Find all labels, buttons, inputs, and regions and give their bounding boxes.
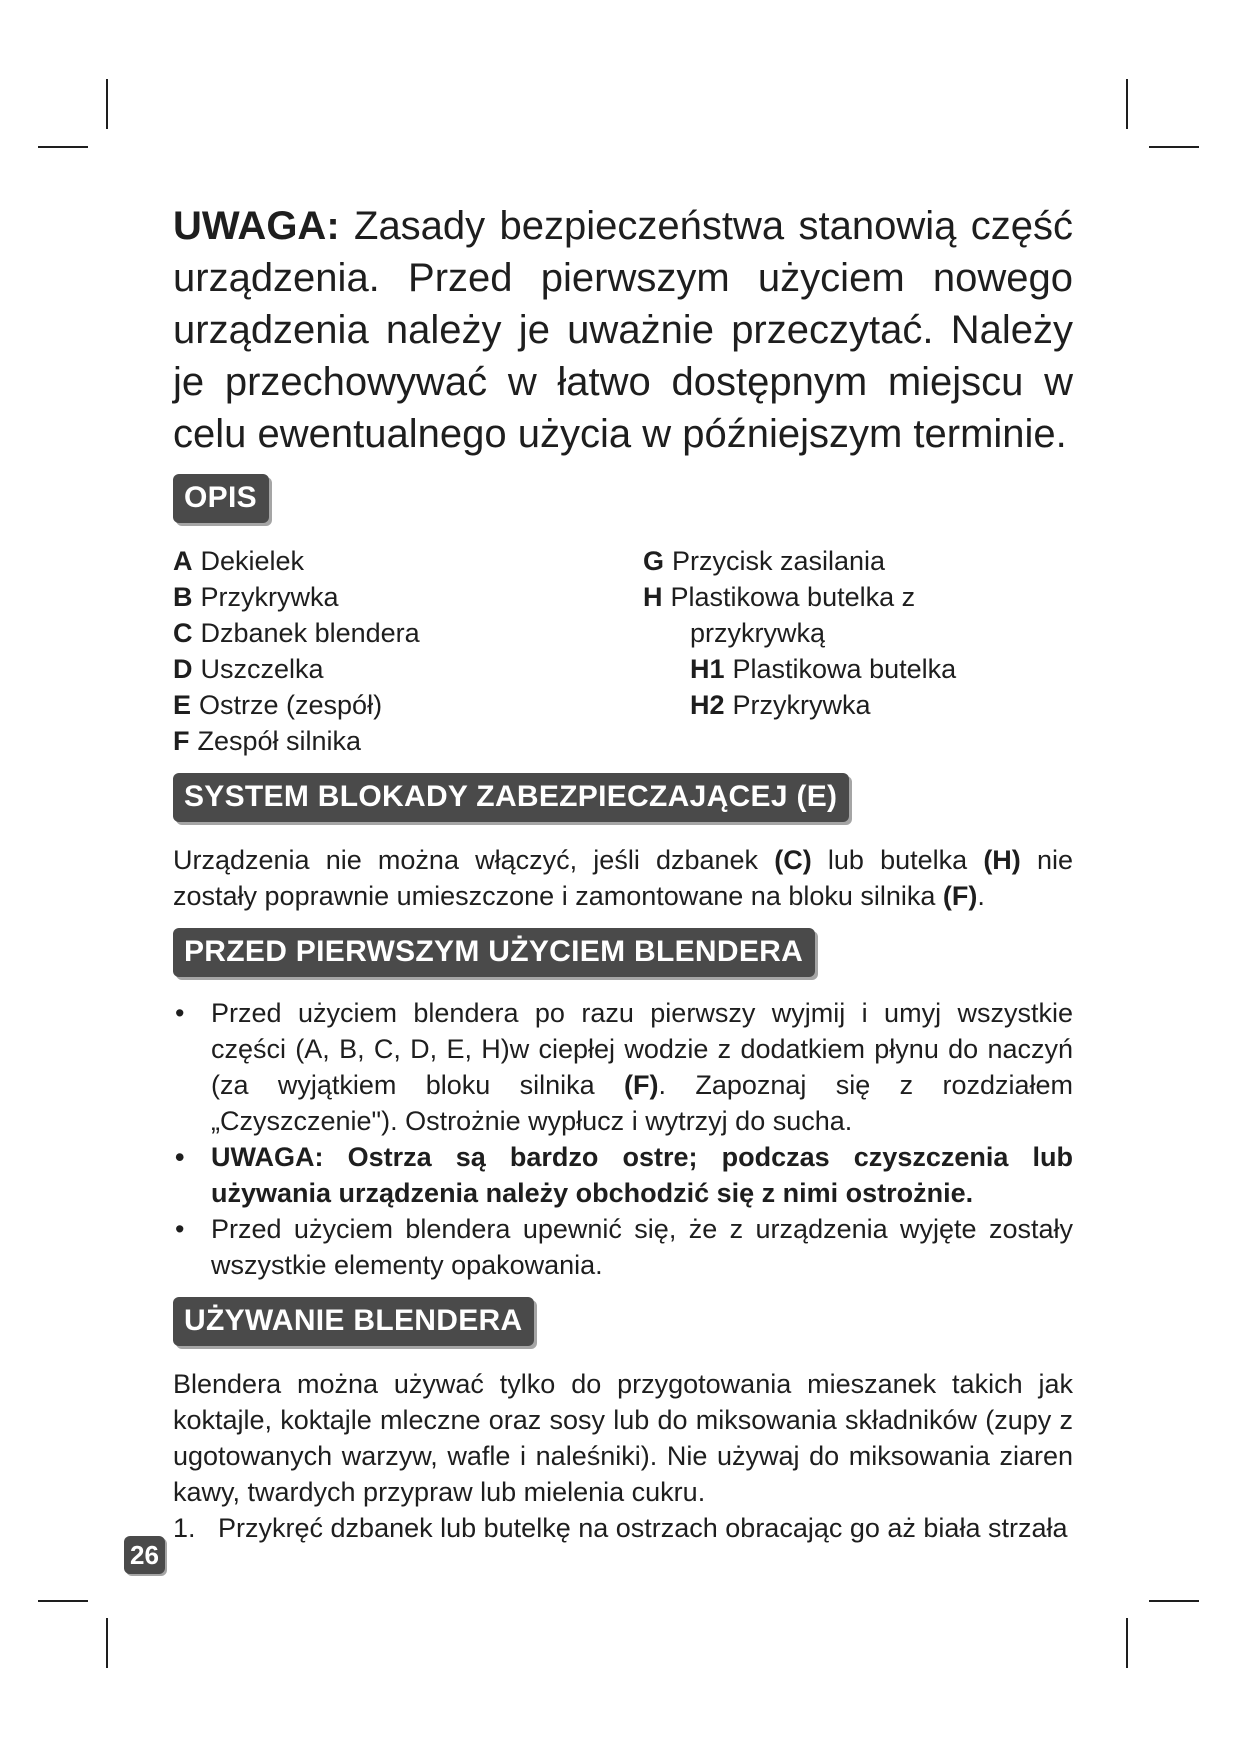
- part-item: A Dekielek: [173, 546, 305, 576]
- part-item: B Przykrywka: [173, 582, 339, 612]
- before-first-use-list: [173, 995, 1073, 1283]
- section-heading-safety-lock: SYSTEM BLOKADY ZABEZPIECZAJĄCEJ (E): [173, 773, 849, 822]
- warning-label: UWAGA:: [173, 204, 340, 248]
- section-heading-before-first-use: PRZED PIERWSZYM UŻYCIEM BLENDERA: [173, 928, 815, 977]
- bullet: •: [175, 998, 185, 1028]
- part-subitem: H1 Plastikowa butelka: [690, 654, 957, 684]
- list-item: • Przed użyciem blendera upewnić się, że z urządzenia wyjęte zostały wszystkie elementy opakowania.: [173, 1211, 1073, 1283]
- part-subitem: H2 Przykrywka: [690, 690, 871, 720]
- list-item: • Przed użyciem blendera po razu pierwszy wyjmij i umyj wszystkie części (A, B, C, D, E, H)w ciepłej wodzie z dodatkiem płynu do naczyń (za wyjątkiem bloku silnika (F). Zapoznaj się z rozdziałem „Czyszczenie"). Ostrożnie wypłucz i wytrzyj do sucha.: [173, 995, 1073, 1139]
- parts-column-left: [173, 543, 643, 759]
- safety-lock-text: Urządzenia nie można włączyć, jeśli dzbanek (C) lub butelka (H) nie zostały poprawnie umieszczone i zamontowane na bloku silnika (F).: [173, 845, 1073, 911]
- crop-mark: [1149, 146, 1199, 148]
- intro-warning: [173, 200, 1073, 460]
- crop-mark: [38, 146, 88, 148]
- part-item: F Zespół silnika: [173, 726, 362, 756]
- crop-mark: [106, 79, 108, 129]
- bullet: •: [175, 1214, 185, 1244]
- part-item: H Plastikowa butelka z: [643, 582, 916, 612]
- crop-mark: [1126, 79, 1128, 129]
- using-step-1: 1. Przykręć dzbanek lub butelkę na ostrzach obracając go aż biała strzała: [173, 1513, 1068, 1543]
- crop-mark: [38, 1600, 88, 1602]
- part-item: G Przycisk zasilania: [643, 546, 886, 576]
- list-item-warning: • UWAGA: Ostrza są bardzo ostre; podczas czyszczenia lub używania urządzenia należy obchodzić się z nimi ostrożnie.: [173, 1139, 1073, 1211]
- part-item-continuation: przykrywką: [690, 618, 826, 648]
- crop-mark: [1149, 1600, 1199, 1602]
- crop-mark: [106, 1618, 108, 1668]
- parts-column-right: [643, 543, 1073, 759]
- part-item: C Dzbanek blendera: [173, 618, 420, 648]
- parts-list: [173, 543, 1073, 759]
- bullet: •: [175, 1142, 185, 1172]
- warning-text: Zasady bezpieczeństwa stanowią część urządzenia. Przed pierwszym użyciem nowego urządzenia należy je uważnie przeczytać. Należy je przechowywać w łatwo dostępnym miejscu w celu ewentualnego użycia w późniejszym terminie.: [173, 204, 1073, 456]
- section-heading-using: UŻYWANIE BLENDERA: [173, 1297, 534, 1346]
- page-number: 26: [124, 1536, 165, 1574]
- section-heading-opis: OPIS: [173, 474, 269, 523]
- crop-mark: [1126, 1618, 1128, 1668]
- page-content: [173, 200, 1073, 1546]
- using-text: Blendera można używać tylko do przygotowania mieszanek takich jak koktajle, koktajle mleczne oraz sosy lub do miksowania składników (zupy z ugotowanych warzyw, wafle i naleśniki). Nie używaj do miksowania ziaren kawy, twardych przypraw lub mielenia cukru.: [173, 1369, 1073, 1507]
- part-item: D Uszczelka: [173, 654, 324, 684]
- part-item: E Ostrze (zespół): [173, 690, 383, 720]
